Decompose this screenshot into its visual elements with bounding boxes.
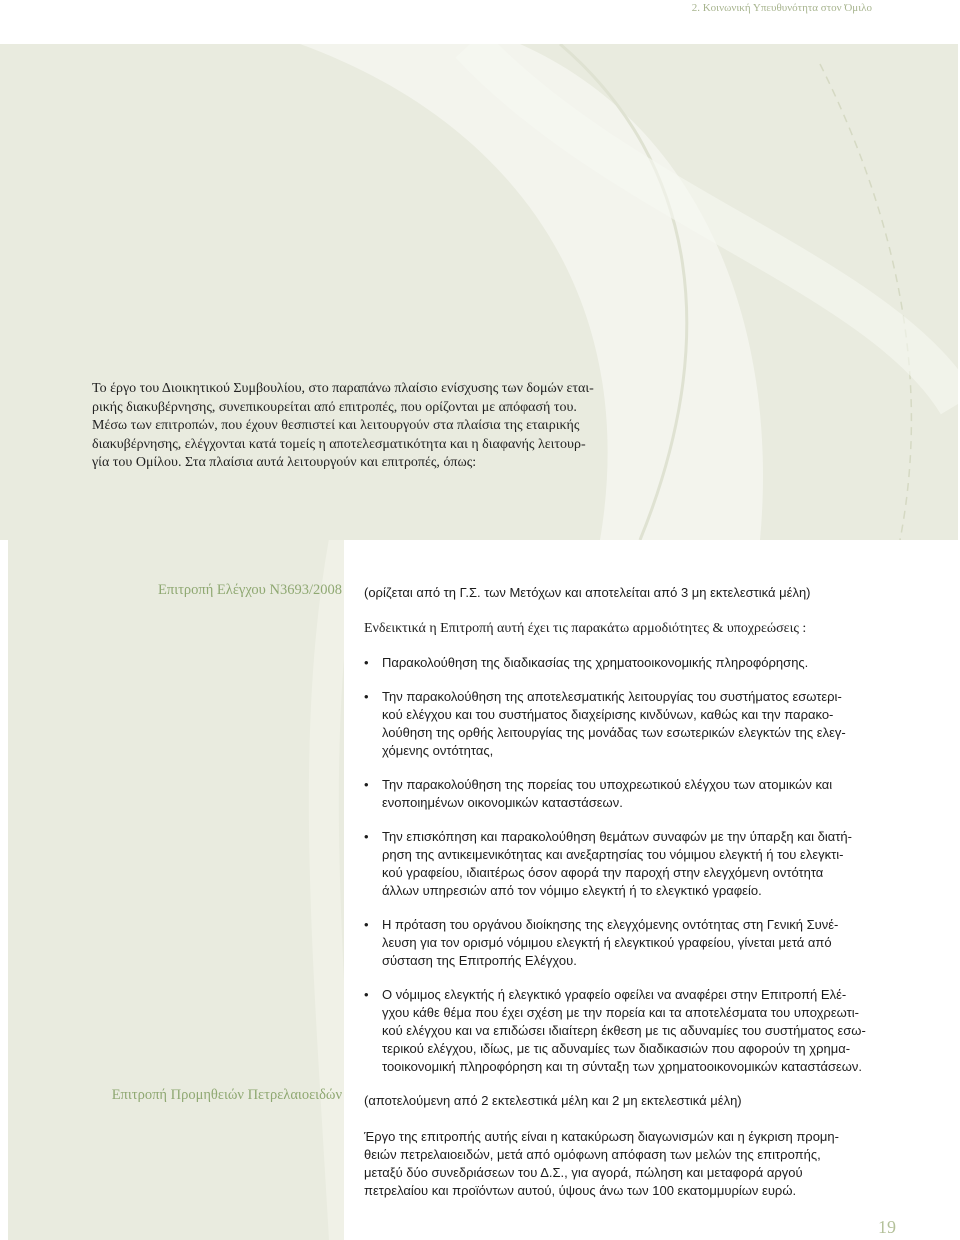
list-item-line: σύσταση της Επιτροπής Ελέγχου.: [382, 953, 577, 968]
list-item-line: κού ελέγχου και να επιδώσει ιδιαίτερη έκθεση με τις αδυναμίες του συστήματος εσω-: [382, 1023, 866, 1038]
fuel-committee-title: Επιτροπή Προμηθειών Πετρελαιοειδών: [111, 1087, 342, 1103]
page-header: 2. Κοινωνική Υπευθυνότητα στον Όμιλο: [691, 2, 872, 14]
audit-committee-intro: Ενδεικτικά η Επιτροπή αυτή έχει τις παρακάτω αρμοδιότητες & υποχρεώσεις :: [364, 621, 807, 636]
body-line: Έργο της επιτροπής αυτής είναι η κατακύρωση διαγωνισμών και η έγκριση προμη-: [364, 1129, 839, 1144]
list-item-line: • Η πρόταση του οργάνου διοίκησης της ελεγχόμενης οντότητας στη Γενική Συνέ-: [382, 917, 839, 932]
committee-title-panel: [8, 540, 344, 1240]
body-line: θειών πετρελαιοειδών, μετά από ομόφωνη απόφαση των μελών της επιτροπής,: [364, 1147, 821, 1162]
list-item-line: τερικού ελέγχου, ιδίως, με τις αδυναμίες των διαδικασιών που αφορούν τη χρημα-: [382, 1041, 851, 1056]
audit-committee-title: Επιτροπή Ελέγχου Ν3693/2008: [158, 582, 342, 598]
list-item-line: λούθηση της ορθής λειτουργίας της μονάδας των εσωτερικών ελεγκτών της ελεγ-: [382, 725, 846, 740]
list-item-line: • Παρακολούθηση της διαδικασίας της χρηματοοικονομικής πληροφόρησης.: [382, 655, 809, 670]
intro-paragraph: [92, 380, 600, 473]
list-item: [364, 986, 874, 1076]
intro-line: ρικής διακυβέρνησης, συνεπικουρείται από επιτροπές, που ορίζονται με απόφασή του.: [92, 399, 577, 415]
list-item-line: άλλων υπηρεσιών από τον νόμιμο ελεγκτή ή το ελεγκτικό γραφείο.: [382, 883, 762, 898]
list-item-line: κού γραφείου, ιδιαιτέρως όσον αφορά την παροχή στην ελεγχόμενη οντότητα: [382, 865, 824, 880]
list-item-line: • Ο νόμιμος ελεγκτής ή ελεγκτικό γραφείο οφείλει να αναφέρει στην Επιτροπή Ελέ-: [382, 987, 847, 1002]
fuel-committee-subtitle: (αποτελούμενη από 2 εκτελεστικά μέλη και 2 μη εκτελεστικά μέλη): [364, 1093, 742, 1108]
list-item: [364, 688, 874, 760]
list-item-line: ενοποιημένων οικονομικών καταστάσεων.: [382, 795, 623, 810]
list-item-line: λευση για τον ορισμό νόμιμου ελεγκτή ή ελεγκτικού γραφείου, γίνεται μετά από: [382, 935, 832, 950]
list-item: [364, 828, 874, 900]
list-item-line: • Την παρακολούθηση της πορείας του υποχρεωτικού ελέγχου των ατομικών και: [382, 777, 833, 792]
list-item: [364, 654, 874, 672]
list-item-line: • Την παρακολούθηση της αποτελεσματικής λειτουργίας του συστήματος εσωτερι-: [382, 689, 842, 704]
intro-line: Μέσω των επιτροπών, που έχουν θεσπιστεί και λειτουργούν στα πλαίσια της εταιρικής: [92, 418, 580, 433]
intro-line: γία του Ομίλου. Στα πλαίσια αυτά λειτουργούν και επιτροπές, όπως:: [92, 455, 477, 470]
list-item-line: γχου κάθε θέμα που έχει σχέση με την πορεία και τα αποτελέσματα του υποχρεωτι-: [382, 1005, 859, 1020]
list-item-line: χόμενης οντότητας,: [382, 743, 494, 758]
list-item-line: ρηση της αντικειμενικότητας και ανεξαρτησίας του νόμιμου ελεγκτή ή του ελεγκτι-: [382, 847, 844, 862]
intro-line: Το έργο του Διοικητικού Συμβουλίου, στο παραπάνω πλαίσιο ενίσχυσης των δομών εται-: [92, 381, 594, 396]
list-item-line: κού ελέγχου και του συστήματος διαχείρισης κινδύνων, καθώς και την παρακο-: [382, 707, 834, 722]
list-item: [364, 916, 874, 970]
fuel-committee-body: [364, 1128, 874, 1200]
list-item-line: τοοικονομική πληροφόρηση και τη σύνταξη των χρηματοοικονομικών καταστάσεων.: [382, 1059, 863, 1074]
list-item: [364, 776, 874, 812]
audit-committee-subtitle: (ορίζεται από τη Γ.Σ. των Μετόχων και αποτελείται από 3 μη εκτελεστικά μέλη): [364, 585, 811, 600]
list-item-line: • Την επισκόπηση και παρακολούθηση θεμάτων συναφών με την ύπαρξη και διατή-: [382, 829, 852, 844]
intro-line: διακυβέρνησης, ελέγχονται κατά τομείς η αποτελεσματικότητα και η διαφανής λειτουρ-: [92, 436, 586, 452]
audit-committee-duties: [364, 654, 874, 1076]
page-number: 19: [878, 1217, 896, 1237]
decorative-swirl: [8, 540, 344, 1240]
body-line: πετρελαίου και προϊόντων αυτού, ύψους άνω των 100 εκατομμυρίων ευρώ.: [364, 1183, 797, 1198]
body-line: μεταξύ δύο συνεδριάσεων του Δ.Σ., για αγορά, πώληση και μεταφορά αργού: [364, 1165, 803, 1180]
